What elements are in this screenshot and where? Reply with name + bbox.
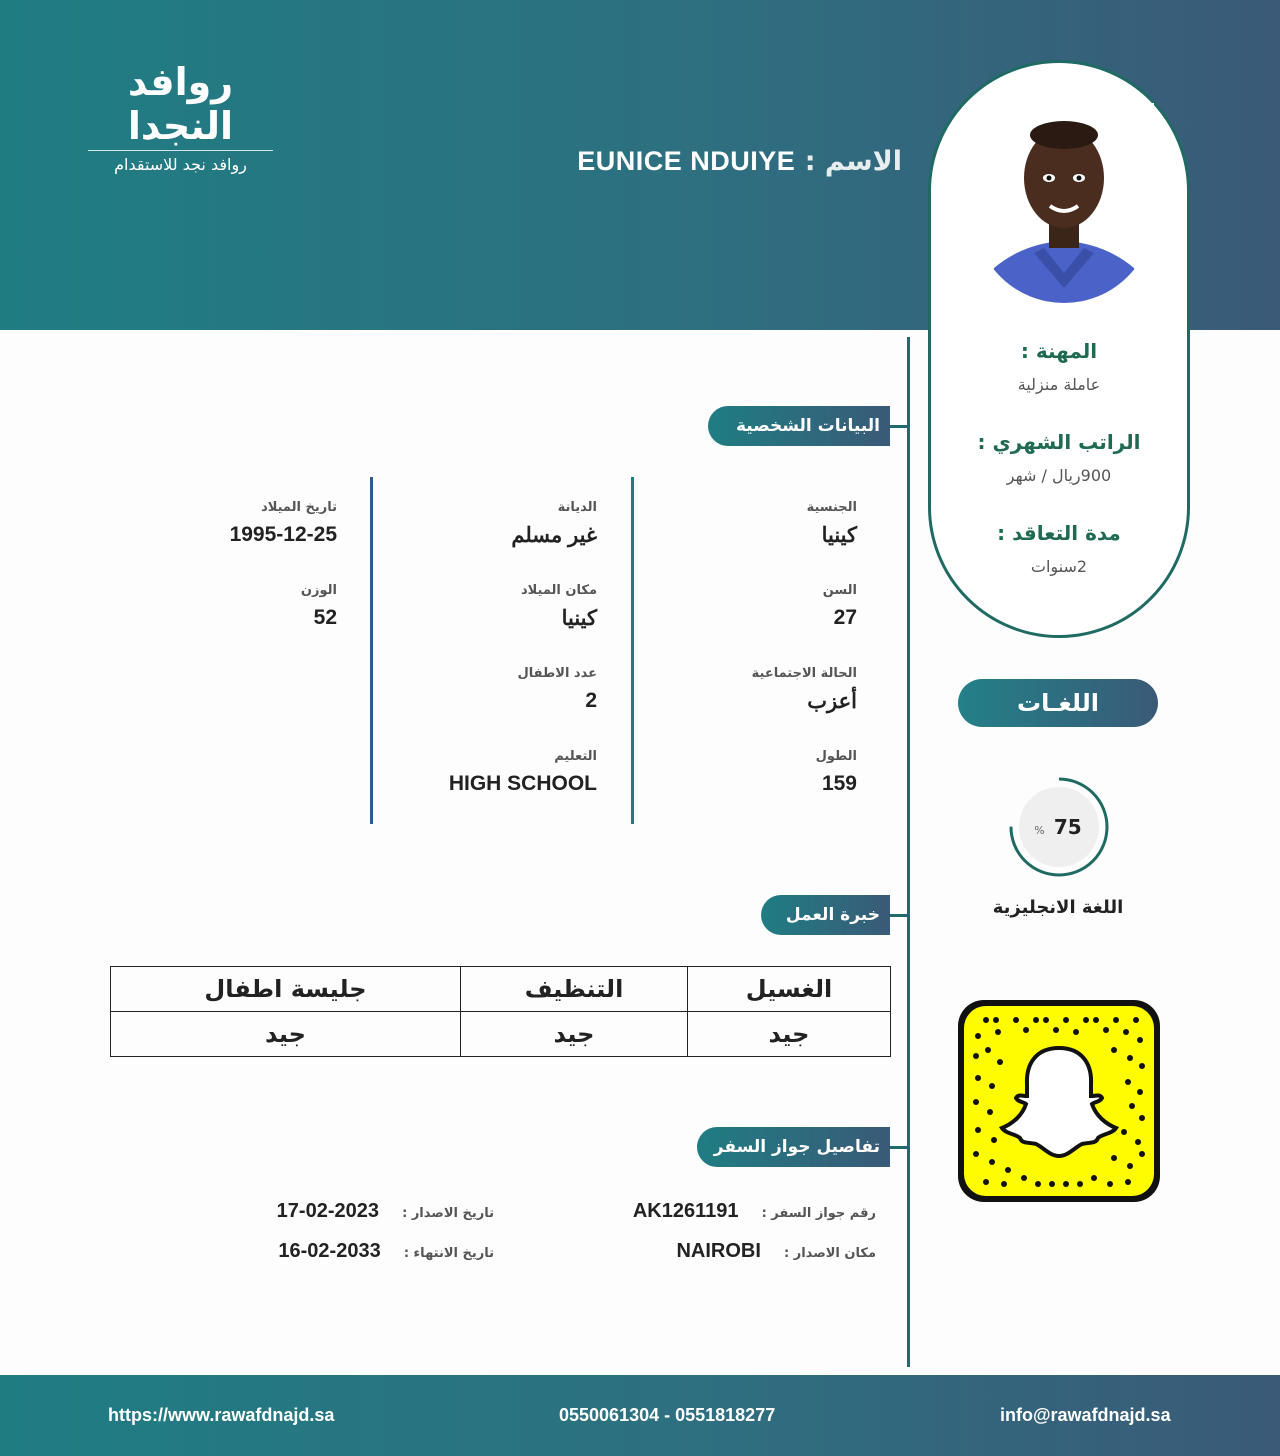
passport-number-value: AK1261191 [632, 1200, 739, 1222]
field-education [377, 749, 597, 796]
field-label: الجنسية [806, 500, 857, 515]
candidate-name-row [577, 146, 902, 177]
language-percent-value: 75 [1053, 815, 1082, 839]
table-header-cell: جليسة اطفال [111, 967, 461, 1012]
profession-value: عاملة منزلية [1017, 375, 1101, 394]
language-percent [1018, 787, 1098, 867]
field-nationality [637, 500, 857, 548]
field-label: الديانة [557, 500, 597, 515]
field-value: HIGH SCHOOL [448, 772, 597, 795]
footer-bar [0, 1375, 1280, 1456]
field-value: غير مسلم [511, 524, 597, 547]
passport-connector [890, 1146, 908, 1149]
field-value: كينيا [821, 524, 857, 547]
profession-label: المهنة : [1020, 339, 1098, 363]
field-label: عدد الاطفال [517, 666, 597, 681]
passport-expiry-value: 2033-02-16 [278, 1240, 381, 1262]
field-label: الوزن [300, 583, 337, 598]
field-label: التعليم [554, 749, 597, 764]
email-link[interactable]: info@rawafdnajd.sa [1000, 1405, 1171, 1425]
field-label: الطول [815, 749, 857, 764]
snapcode-pattern [964, 1006, 1154, 1196]
field-label: مكان الميلاد [520, 583, 597, 598]
table-header-cell: الغسيل [688, 967, 891, 1012]
field-marital-status [637, 666, 857, 714]
table-row [111, 1012, 891, 1057]
field-height [637, 749, 857, 796]
contract-label: مدة التعاقد : [997, 521, 1121, 545]
field-value: 159 [821, 772, 857, 795]
field-value: 1995-12-25 [229, 523, 337, 546]
passport-expiry-date [278, 1240, 494, 1263]
snapchat-code[interactable] [958, 1000, 1160, 1202]
salary-label: الراتب الشهري : [977, 430, 1141, 454]
experience-table [110, 966, 891, 1057]
field-label: تاريخ الميلاد [261, 500, 337, 515]
profession-block [931, 339, 1187, 394]
passport-expiry-label: تاريخ الانتهاء : [403, 1246, 494, 1261]
company-logo [88, 60, 273, 174]
passport-title: تفاصيل جواز السفر [697, 1127, 890, 1167]
passport-issue-value: 2023-02-17 [276, 1200, 379, 1222]
field-age [637, 583, 857, 630]
personal-info-title: البيانات الشخصية [708, 406, 890, 446]
passport-place-label: مكان الاصدار : [784, 1246, 876, 1261]
field-religion [377, 500, 597, 548]
passport-place-value: NAIROBI [676, 1240, 761, 1262]
passport-number-label: رقم جواز السفر : [761, 1206, 876, 1221]
experience-connector [890, 914, 908, 917]
field-birthdate [117, 500, 337, 547]
languages-title: اللغـات [958, 679, 1158, 727]
passport-issue-label: تاريخ الاصدار : [402, 1206, 494, 1221]
field-weight [117, 583, 337, 630]
profile-card [928, 60, 1190, 638]
passport-issue-date [277, 1200, 494, 1223]
table-cell: جيد [688, 1012, 891, 1057]
salary-value: 900ريال / شهر [1006, 466, 1112, 485]
table-header-cell: التنظيف [461, 967, 688, 1012]
field-birthplace [377, 583, 597, 631]
field-value: كينيا [561, 607, 597, 630]
salary-block [931, 430, 1187, 485]
website-link[interactable]: https://www.rawafdnajd.sa [108, 1405, 335, 1425]
field-value: 2 [585, 689, 597, 712]
field-label: الحالة الاجتماعية [751, 666, 857, 681]
column-divider-2 [370, 477, 373, 824]
table-cell: جيد [111, 1012, 461, 1057]
personal-info-connector [890, 425, 908, 428]
timeline-line [907, 337, 910, 1367]
field-value: 52 [313, 606, 337, 629]
field-value: أعزب [807, 690, 857, 713]
field-label: السن [822, 583, 857, 598]
passport-number [633, 1200, 876, 1223]
name-value: EUNICE NDUIYE [577, 146, 796, 176]
language-name: اللغة الانجليزية [992, 897, 1124, 918]
field-value: 27 [833, 606, 857, 629]
language-percent-sign: % [1034, 824, 1045, 837]
contract-value: 2سنوات [1030, 557, 1088, 576]
logo-mark: روافد النجدا [127, 60, 234, 148]
phone-numbers[interactable]: 0550061304 - 0551818277 [559, 1405, 776, 1425]
candidate-photo [974, 103, 1154, 303]
table-row [111, 967, 891, 1012]
table-cell: جيد [461, 1012, 688, 1057]
name-label: الاسم : [804, 146, 902, 177]
column-divider-1 [631, 477, 634, 824]
snapcode-background [964, 1006, 1154, 1196]
contract-block [931, 521, 1187, 576]
experience-title: خبرة العمل [761, 895, 890, 935]
logo-divider [88, 150, 273, 151]
passport-issue-place [676, 1240, 876, 1263]
logo-subtitle: روافد نجد للاستقدام [114, 155, 247, 174]
field-children [377, 666, 597, 713]
